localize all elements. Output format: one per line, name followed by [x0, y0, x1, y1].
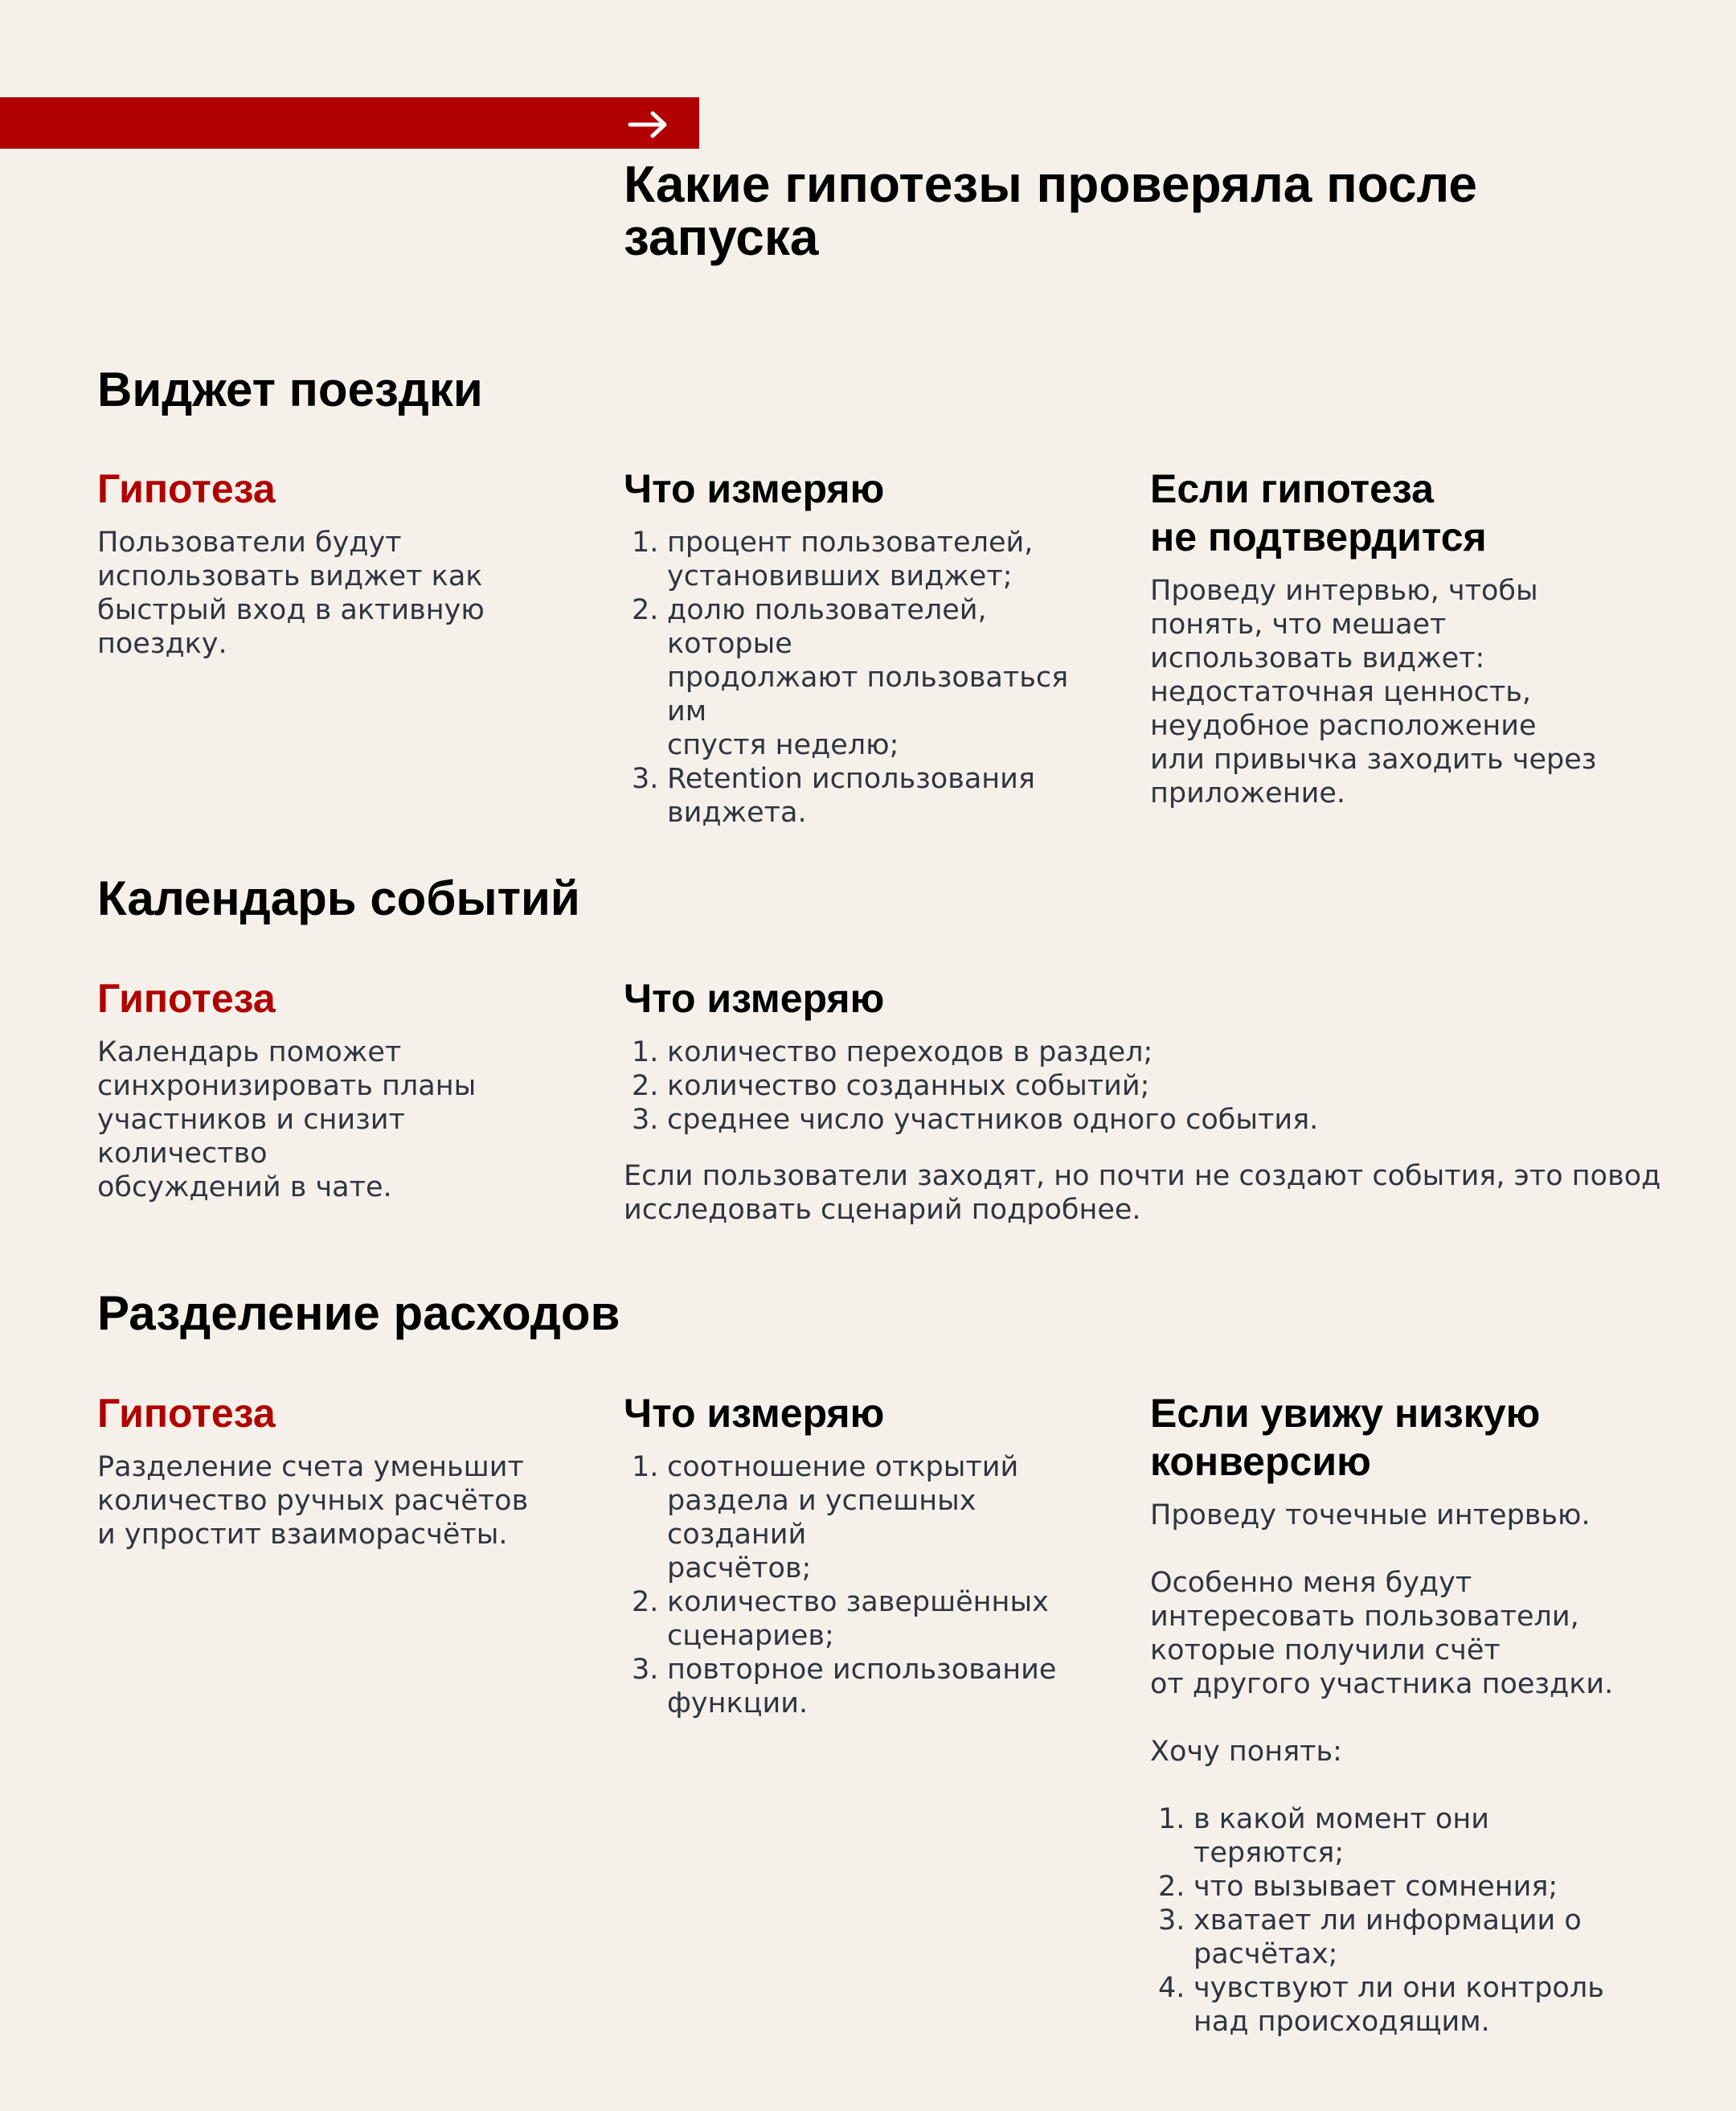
text-line: Проведу интервью, чтобы — [1150, 575, 1538, 607]
text-line: понять, что мешает — [1150, 609, 1447, 641]
fallback-detail — [1150, 1566, 1632, 1701]
measure-list — [624, 1450, 1106, 1720]
text-line: повторное использование — [667, 1654, 1057, 1686]
hypothesis-column — [97, 465, 579, 661]
text-line: расчётов; — [667, 1552, 812, 1584]
list-number: 3. — [632, 763, 659, 795]
text-line: которые получили счёт — [1150, 1634, 1501, 1666]
text-line: Retention использования — [667, 763, 1035, 795]
fallback-column — [1150, 1389, 1632, 2039]
text-line: Календарь поможет — [97, 1036, 402, 1068]
spacer — [1150, 1701, 1632, 1735]
text-line: процент пользователей, — [667, 527, 1034, 559]
text-line: сценариев; — [667, 1620, 834, 1652]
text-line: раздела и успешных созданий — [667, 1485, 976, 1551]
question-list — [1150, 1802, 1632, 2039]
measure-list — [624, 1035, 1668, 1137]
text-line: от другого участника поездки. — [1150, 1668, 1614, 1700]
text-line: приложение. — [1150, 777, 1345, 810]
text-line: чувствуют ли они контроль — [1194, 1972, 1604, 2004]
list-number: 2. — [632, 594, 659, 626]
list-item — [624, 1450, 1106, 1585]
list-number: 3. — [632, 1654, 659, 1686]
measure-heading: Что измеряю — [624, 466, 885, 511]
text-line: Пользователи будут — [97, 527, 402, 559]
heading-line: конверсию — [1150, 1439, 1371, 1484]
page-title-line: Какие гипотезы проверяла после — [624, 155, 1477, 213]
list-item — [1150, 1904, 1632, 1971]
text-line: или привычка заходить через — [1150, 744, 1597, 776]
fallback-question-intro: Хочу понять: — [1150, 1736, 1342, 1768]
text-line: над происходящим. — [1194, 2006, 1490, 2038]
text-line: функции. — [667, 1687, 809, 1720]
text-line: использовать виджет как — [97, 560, 483, 592]
list-number: 2. — [632, 1586, 659, 1618]
hypothesis-heading: Гипотеза — [97, 976, 276, 1021]
page-title — [624, 155, 1588, 266]
text-line: спустя неделю; — [667, 729, 899, 761]
heading-line: Если гипотеза — [1150, 466, 1434, 511]
list-number: 1. — [632, 1451, 659, 1483]
text-line: количество ручных расчётов — [97, 1485, 529, 1517]
hypothesis-heading: Гипотеза — [97, 1391, 276, 1436]
page-title-line: запуска — [624, 208, 819, 266]
text-line: синхронизировать планы — [97, 1070, 477, 1102]
heading-line: Если увижу низкую — [1150, 1391, 1541, 1436]
list-number: 1. — [632, 527, 659, 559]
arrow-right-icon — [627, 97, 672, 149]
text-line: долю пользователей, которые — [667, 594, 987, 660]
text-line: количество завершённых — [667, 1586, 1049, 1618]
text-line: использовать виджет: — [1150, 642, 1485, 674]
fallback-intro: Проведу точечные интервью. — [1150, 1499, 1591, 1531]
text-line: поездку. — [97, 628, 227, 660]
text-line: виджета. — [667, 797, 807, 829]
text-line: исследовать сценарий подробнее. — [624, 1194, 1141, 1226]
list-item — [624, 1103, 1668, 1137]
text-line: в какой момент они теряются; — [1194, 1803, 1489, 1869]
hypothesis-column — [97, 1389, 579, 1551]
list-item — [624, 1069, 1668, 1103]
spacer — [1150, 1769, 1632, 1802]
list-number: 2. — [632, 1070, 659, 1102]
measure-note — [624, 1159, 1668, 1227]
text-line: количество созданных событий; — [667, 1070, 1150, 1102]
measure-heading: Что измеряю — [624, 1391, 885, 1436]
list-item — [624, 526, 1106, 593]
hypothesis-heading: Гипотеза — [97, 466, 276, 511]
list-number: 4. — [1158, 1972, 1185, 2004]
list-item — [624, 1035, 1668, 1069]
text-line: Особенно меня будут — [1150, 1567, 1472, 1599]
hypothesis-text — [97, 1450, 579, 1551]
section-title-expenses: Разделение расходов — [97, 1286, 620, 1340]
text-line: участников и снизит количество — [97, 1104, 405, 1170]
list-item — [624, 762, 1106, 830]
list-item — [624, 593, 1106, 762]
text-line: соотношение открытий — [667, 1451, 1019, 1483]
accent-bar — [0, 97, 699, 149]
list-number: 2. — [1158, 1871, 1185, 1903]
measure-heading: Что измеряю — [624, 976, 885, 1021]
list-item — [1150, 1971, 1632, 2039]
text-line: быстрый вход в активную — [97, 594, 485, 626]
section-title-widget: Виджет поездки — [97, 363, 483, 416]
fallback-text — [1150, 574, 1632, 810]
text-line: интересовать пользователи, — [1150, 1601, 1579, 1633]
list-item — [1150, 1802, 1632, 1870]
list-number: 1. — [632, 1036, 659, 1068]
text-line: расчётах; — [1194, 1938, 1338, 1970]
spacer — [1150, 1532, 1632, 1566]
hypothesis-text — [97, 526, 579, 661]
text-line: установивших виджет; — [667, 560, 1013, 592]
text-line: что вызывает сомнения; — [1194, 1871, 1558, 1903]
fallback-heading — [1150, 465, 1632, 561]
measure-column — [624, 465, 1106, 830]
text-line: недостаточная ценность, — [1150, 676, 1532, 708]
text-line: обсуждений в чате. — [97, 1171, 392, 1203]
text-line: Разделение счета уменьшит — [97, 1451, 524, 1483]
text-line: и упростит взаиморасчёты. — [97, 1519, 508, 1551]
measure-column — [624, 1389, 1106, 1720]
measure-column — [624, 974, 1668, 1227]
text-line: Если пользователи заходят, но почти не создают события, это повод — [624, 1160, 1661, 1192]
hypothesis-column — [97, 974, 579, 1204]
section-title-calendar: Календарь событий — [97, 871, 580, 925]
measure-list — [624, 526, 1106, 830]
list-number: 1. — [1158, 1803, 1185, 1835]
text-line: количество переходов в раздел; — [667, 1036, 1153, 1068]
hypothesis-text — [97, 1035, 579, 1204]
heading-line: не подтвердится — [1150, 514, 1487, 560]
list-item — [624, 1585, 1106, 1653]
fallback-heading — [1150, 1389, 1632, 1486]
text-line: хватает ли информации о — [1194, 1904, 1582, 1937]
text-line: неудобное расположение — [1150, 710, 1537, 742]
list-number: 3. — [1158, 1904, 1185, 1937]
fallback-column — [1150, 465, 1632, 810]
text-line: продолжают пользоваться им — [667, 662, 1069, 728]
list-item — [1150, 1870, 1632, 1904]
text-line: среднее число участников одного события. — [667, 1104, 1319, 1136]
list-item — [624, 1653, 1106, 1720]
list-number: 3. — [632, 1104, 659, 1136]
